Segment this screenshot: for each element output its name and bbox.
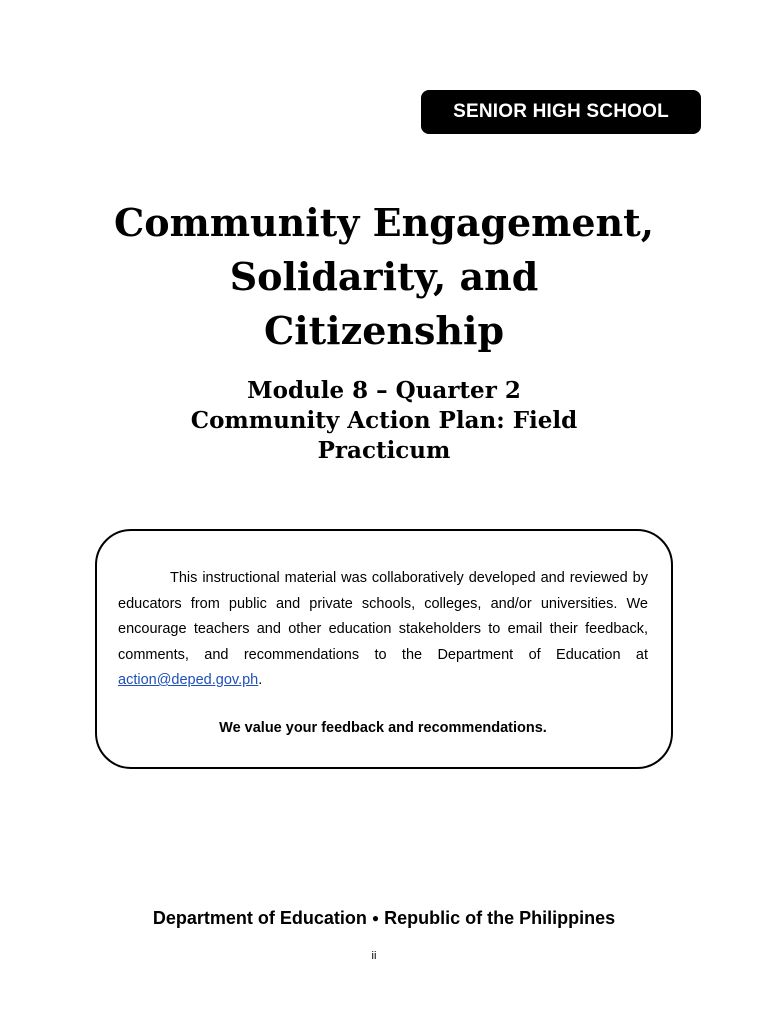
module-subtitle [80, 376, 688, 466]
footer-country: Republic of the Philippines [384, 908, 616, 928]
footer-line [60, 908, 708, 929]
module-line-1: Module 8 – Quarter 2 [247, 377, 521, 404]
title-line-3: Citizenship [263, 308, 505, 353]
feedback-notice-text [118, 566, 648, 694]
email-link[interactable]: action@deped.gov.ph [118, 672, 259, 688]
title-line-1: Community Engagement, [114, 200, 654, 245]
notice-body: This instructional material was collaboratively developed and reviewed by educators from public and private schools, colleges, and/or universities. We encourage teachers and other education stakeholders to email their feedback, comments, and recommendations to the Department of Education at [118, 570, 648, 663]
badge-label: SENIOR HIGH SCHOOL [453, 101, 669, 122]
title-line-2: Solidarity, and [229, 254, 539, 299]
notice-body-end: . [258, 672, 263, 688]
bullet-separator-icon: ● [371, 911, 380, 925]
senior-high-school-badge [421, 90, 701, 134]
footer-department: Department of Education [152, 908, 367, 928]
page-number: ii [371, 950, 377, 962]
module-line-3: Practicum [317, 437, 451, 464]
module-line-2: Community Action Plan: Field [190, 407, 578, 434]
feedback-closing-line: We value your feedback and recommendations. [219, 720, 547, 736]
document-title [40, 196, 728, 358]
